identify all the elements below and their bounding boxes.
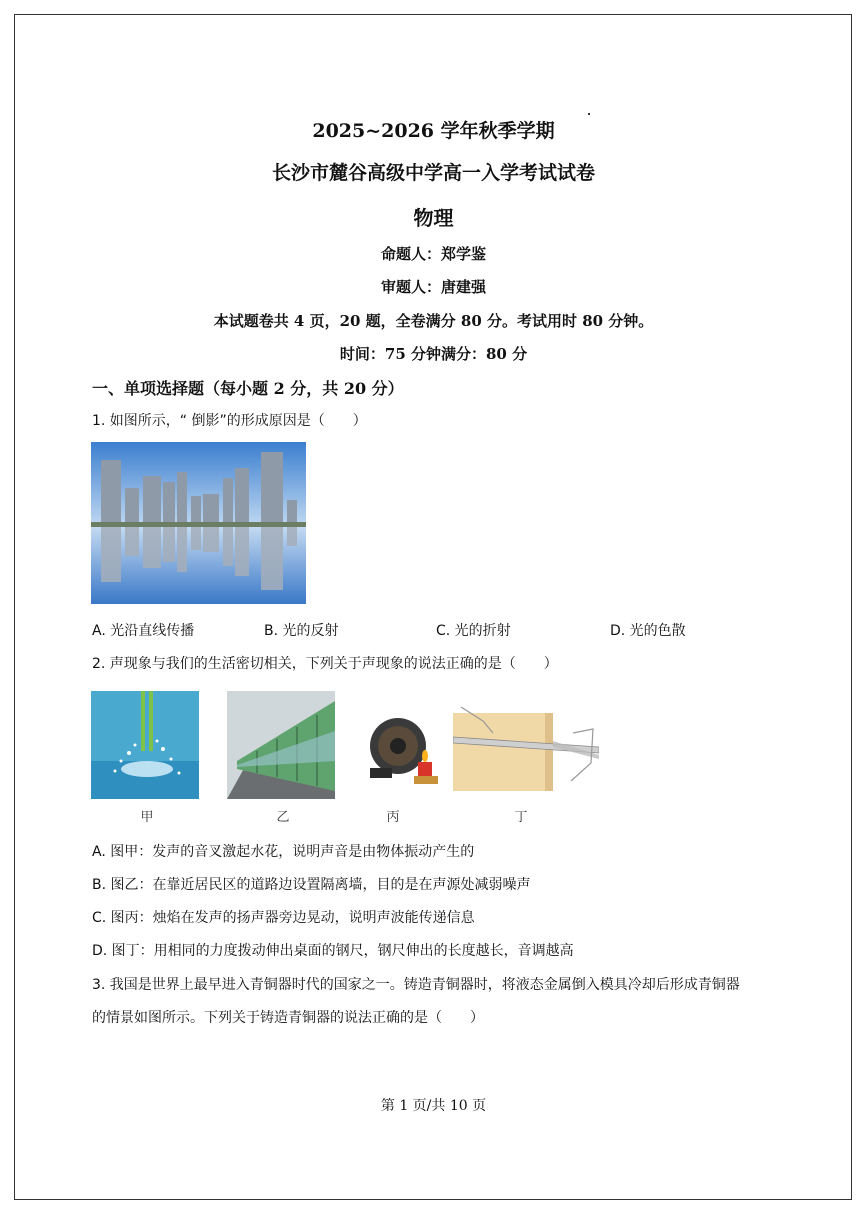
exam-info: 本试题卷共 4 页，20 题，全卷满分 80 分。考试用时 80 分钟。 bbox=[213, 312, 654, 330]
exam-reviewer: 审题人：唐建强 bbox=[380, 278, 486, 296]
q1-option-a: A. 光沿直线传播 bbox=[92, 623, 195, 639]
page-number: 第 1 页/共 10 页 bbox=[380, 1098, 487, 1114]
q2-option-d: D. 图丁：用相同的力度拨动伸出桌面的钢尺，钢尺伸出的长度越长，音调越高 bbox=[92, 943, 574, 959]
q2-stem: 2. 声现象与我们的生活密切相关，下列关于声现象的说法正确的是（ ） bbox=[92, 656, 558, 672]
q2-speaker-candle-image bbox=[360, 710, 445, 790]
q2-option-c: C. 图丙：烛焰在发声的扬声器旁边晃动，说明声波能传递信息 bbox=[92, 910, 475, 926]
exam-school-title: 长沙市麓谷高级中学高一入学考试试卷 bbox=[271, 162, 595, 184]
q2-sound-barrier-image bbox=[227, 691, 335, 799]
q2-option-b: B. 图乙：在靠近居民区的道路边设置隔离墙，目的是在声源处减弱噪声 bbox=[92, 877, 531, 893]
q2-caption-yi: 乙 bbox=[276, 810, 290, 825]
q2-steel-ruler-image bbox=[453, 703, 599, 791]
exam-subject: 物理 bbox=[413, 206, 454, 230]
q2-tuning-fork-image bbox=[91, 691, 199, 799]
q1-option-b: B. 光的反射 bbox=[264, 623, 339, 639]
q1-option-c: C. 光的折射 bbox=[436, 623, 511, 639]
section-title: 一、单项选择题（每小题 2 分，共 20 分） bbox=[92, 379, 404, 398]
q3-stem-line1: 3. 我国是世界上最早进入青铜器时代的国家之一。铸造青铜器时，将液态金属倒入模具冷却后形成青铜器 bbox=[92, 977, 740, 993]
exam-term-title: 2025~2026 学年秋季学期 bbox=[312, 120, 555, 142]
q1-option-d: D. 光的色散 bbox=[610, 623, 686, 639]
q1-stem: 1. 如图所示，“ 倒影”的形成原因是（ ） bbox=[92, 413, 367, 429]
q2-caption-bing: 丙 bbox=[386, 810, 400, 825]
q2-caption-jia: 甲 bbox=[140, 810, 154, 825]
scan-speck bbox=[588, 113, 590, 115]
q3-stem-line2: 的情景如图所示。下列关于铸造青铜器的说法正确的是（ ） bbox=[92, 1010, 484, 1026]
q2-caption-ding: 丁 bbox=[514, 810, 528, 825]
q2-option-a: A. 图甲：发声的音叉激起水花，说明声音是由物体振动产生的 bbox=[92, 844, 475, 860]
q1-reflection-image bbox=[91, 442, 306, 604]
exam-author: 命题人：郑学鉴 bbox=[380, 245, 486, 263]
exam-time: 时间：75 分钟满分：80 分 bbox=[339, 345, 528, 363]
